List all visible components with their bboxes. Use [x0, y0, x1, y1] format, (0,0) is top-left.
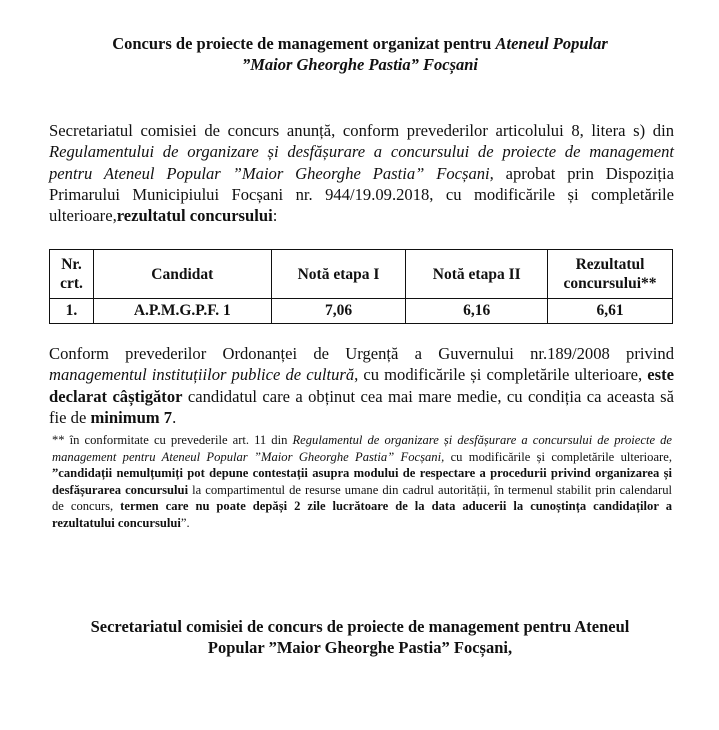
cell-stage1: 7,06 — [271, 299, 406, 324]
cell-candidate: A.P.M.G.P.F. 1 — [93, 299, 271, 324]
footnote-text-1: în conformitate cu prevederile art. 11 din — [64, 433, 293, 447]
header-result-line1: Rezultatul — [575, 256, 645, 273]
decision-text-4: . — [172, 407, 177, 427]
footnote-text-3: la compartimentul de resurse umane din cadrul autorității, în termenul stabilit prin calendarul de concurs, — [52, 482, 673, 514]
header-result-line2: concursului** — [563, 275, 657, 292]
intro-text-1: Secretariatul comisiei de concurs anunță, conform prevederilor articolului 8, litera s) din — [49, 121, 674, 140]
document-title — [40, 33, 680, 75]
footnote-regulation-title: Regulamentul de organizare și desfășurare a concursului de proiecte de management pentru Ateneul Popular ”Maior Gheorghe Pastia” Focșani, — [52, 433, 672, 464]
signature-block — [30, 616, 690, 658]
decision-law-title: managementul instituțiilor publice de cultură — [49, 365, 355, 385]
decision-text-1: Conform prevederilor Ordonanței de Urgență a Guvernului nr.189/2008 privind — [49, 344, 674, 363]
header-nr-line1: Nr. — [61, 256, 82, 273]
results-table — [49, 249, 673, 324]
footnote-paragraph — [52, 432, 672, 532]
title-prefix: Concurs de proiecte de management organizat pentru — [112, 34, 496, 53]
table-header-row — [50, 250, 673, 299]
intro-text-2: aprobat prin Dispoziția Primarului Municipiului Focșani nr. 944/19.09.2018 — [49, 163, 675, 204]
header-candidate: Candidat — [93, 250, 271, 299]
title-institution-line1: Ateneul Popular — [495, 34, 608, 53]
signature-line2: Popular ”Maior Gheorghe Pastia” Focșani, — [207, 638, 513, 657]
cell-stage2: 6,16 — [406, 299, 548, 324]
title-institution-line2: ”Maior Gheorghe Pastia” Focșani — [241, 55, 479, 74]
intro-paragraph — [49, 120, 674, 226]
footnote-text-4: ”. — [180, 515, 190, 530]
cell-result: 6,61 — [548, 299, 673, 324]
signature-line1: Secretariatul comisiei de concurs de proiecte de management pentru Ateneul — [90, 617, 630, 636]
intro-text-4: : — [272, 206, 278, 226]
header-stage2: Notă etapa II — [406, 250, 548, 299]
intro-text-3: , cu modificările și completările ulterioare, — [49, 184, 674, 226]
cell-nr: 1. — [50, 299, 94, 324]
footnote-marker: ** — [52, 433, 65, 447]
table-row — [50, 299, 673, 324]
intro-regulation-title: Regulamentului de organizare și desfășurare a concursului de proiecte de management pentru Ateneul Popular ”Maior Gheorghe Pastia” Focșani, — [49, 142, 674, 183]
footnote-text-2: cu modificările și completările ulterioare, — [444, 449, 672, 464]
header-result — [548, 250, 673, 299]
decision-winner-phrase: este declarat câștigător — [49, 365, 674, 406]
decision-text-2: , cu modificările și completările ulterioare, — [354, 365, 648, 385]
intro-result-label: rezultatul concursului — [116, 206, 273, 226]
header-nr-crt — [50, 250, 94, 299]
header-nr-line2: crt. — [60, 275, 83, 292]
decision-minimum: minimum 7 — [90, 407, 173, 427]
decision-paragraph — [49, 343, 674, 428]
footnote-quote-1: ”candidații nemulțumiți pot depune contestații asupra modului de respectare a procedurii privind organizarea și desfășurarea concursului — [52, 466, 672, 497]
decision-text-3: candidatul care a obținut cea mai mare medie, cu condiția ca aceasta să fie de — [49, 386, 674, 427]
footnote-quote-2: termen care nu poate depăși 2 zile lucrătoare de la data aducerii la cunoștința candidaților a rezultatului concursului — [52, 499, 672, 530]
header-stage1: Notă etapa I — [271, 250, 406, 299]
